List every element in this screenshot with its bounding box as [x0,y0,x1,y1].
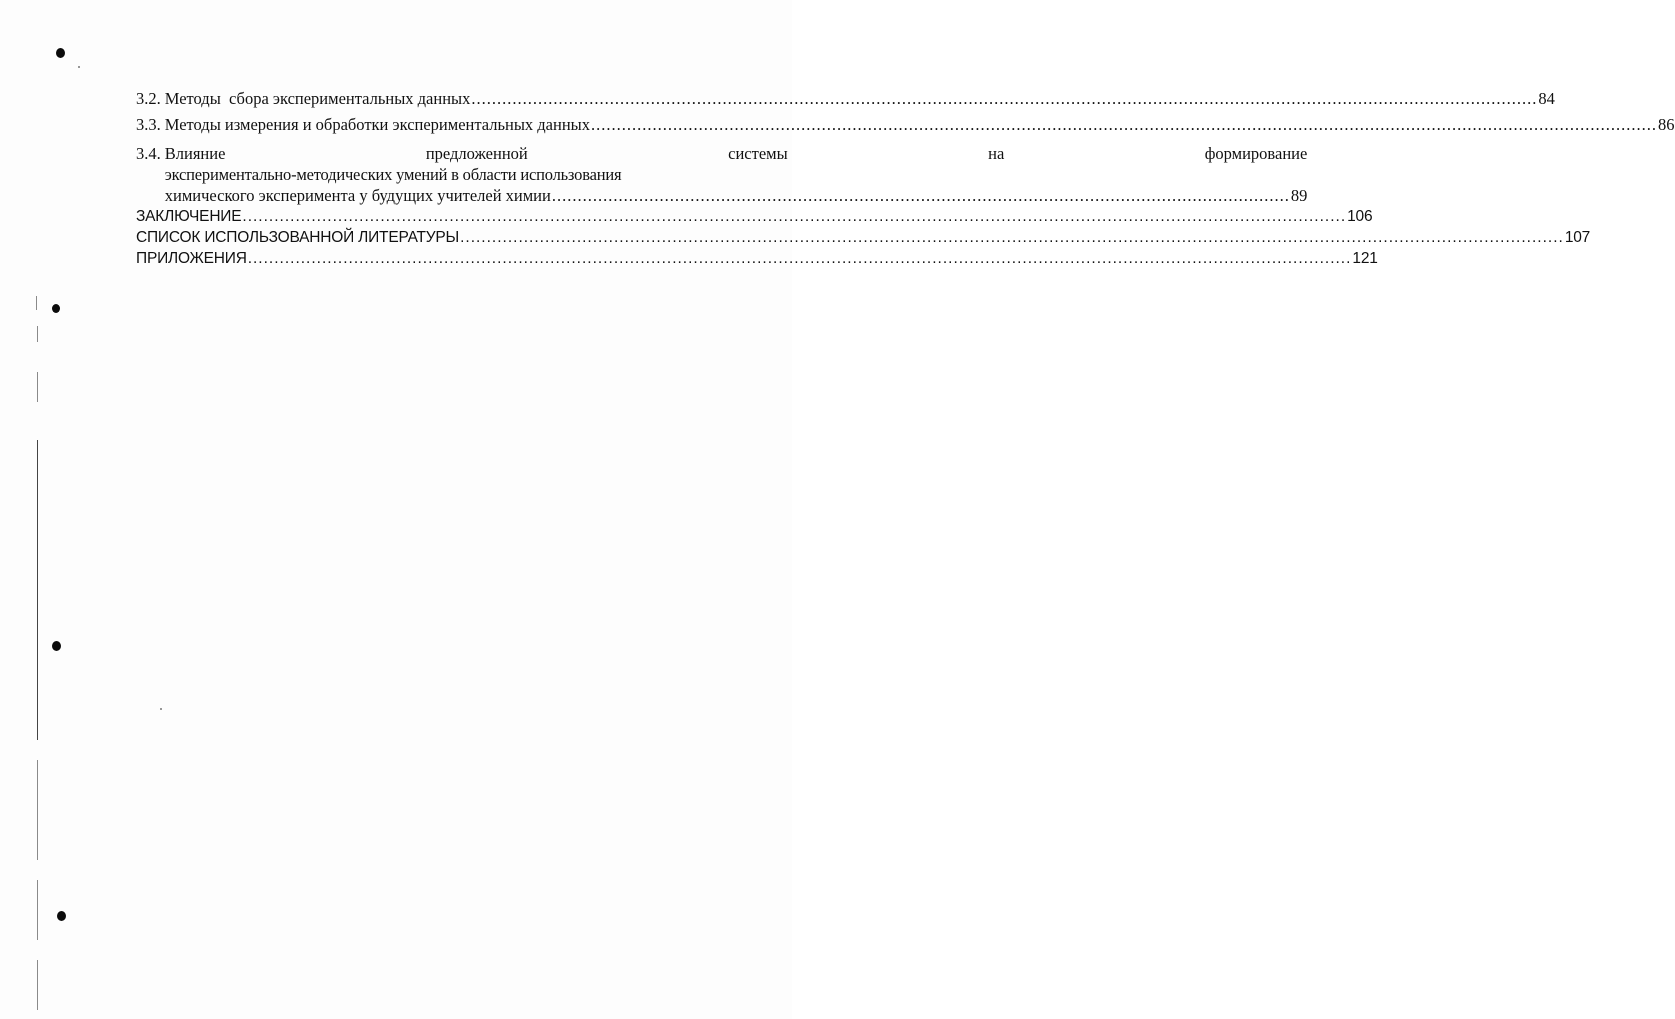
scan-edge-line [37,326,38,342]
toc-entry-number: 3.4. [136,144,161,163]
toc-entry-page: 84 [1538,89,1555,108]
toc-section-title: ЗАКЛЮЧЕНИЕ [136,208,242,225]
toc-entry-title-block [165,143,1308,206]
title-word: на [988,144,1005,163]
scan-edge-line [37,760,38,860]
scan-edge-line [37,960,38,1010]
toc-entry-page: 86 [1658,115,1675,134]
scan-speck [160,708,162,710]
punch-hole-mark [52,641,61,651]
toc-entry[interactable] [136,88,1555,109]
toc-entry-number: 3.2. [136,89,161,108]
punch-hole-mark [57,911,66,921]
toc-section-appendices[interactable] [136,248,1378,269]
dot-leader [460,227,1564,248]
title-word: предложенной [425,144,528,163]
toc-entry-title-line [165,185,1308,206]
dot-leader [242,206,1346,227]
toc-entry-title: Методы измерения и обработки экспериментальных данных [164,115,590,134]
title-word: формирование [1204,144,1308,163]
toc-section-bibliography[interactable] [136,227,1591,248]
toc-entry-title-tail: химического эксперимента у будущих учителей химии [164,186,551,205]
toc-section-title: ПРИЛОЖЕНИЯ [136,250,247,267]
toc-section-page: 121 [1352,250,1378,267]
scan-speck [78,66,80,68]
toc-section-conclusion[interactable] [136,206,1373,227]
toc-section-title: СПИСОК ИСПОЛЬЗОВАННОЙ ЛИТЕРАТУРЫ [136,229,460,246]
toc-entry-title-line [165,143,1308,164]
toc-section-page: 106 [1347,208,1373,225]
dot-leader [248,248,1352,269]
toc-entry-number: 3.3. [136,115,161,134]
scan-edge-line [37,440,38,740]
scan-edge-line [36,296,37,310]
toc-entry-multiline[interactable] [136,143,1308,206]
table-of-contents [136,88,1675,269]
dot-leader [552,185,1290,206]
scan-edge-line [37,880,38,940]
title-word: Влияние [164,144,226,163]
toc-entry-title-line: экспериментально-методических умений в области использования [164,165,622,184]
punch-hole-mark [52,304,60,313]
scan-edge-line [37,372,38,402]
punch-hole-mark [56,48,65,58]
title-word: системы [728,144,788,163]
toc-entry-page: 89 [1290,186,1308,205]
dot-leader [591,114,1657,135]
toc-entry[interactable] [136,114,1675,135]
dot-leader [471,88,1537,109]
toc-section-page: 107 [1564,229,1591,246]
toc-entry-title: Методы сбора экспериментальных данных [164,89,471,108]
